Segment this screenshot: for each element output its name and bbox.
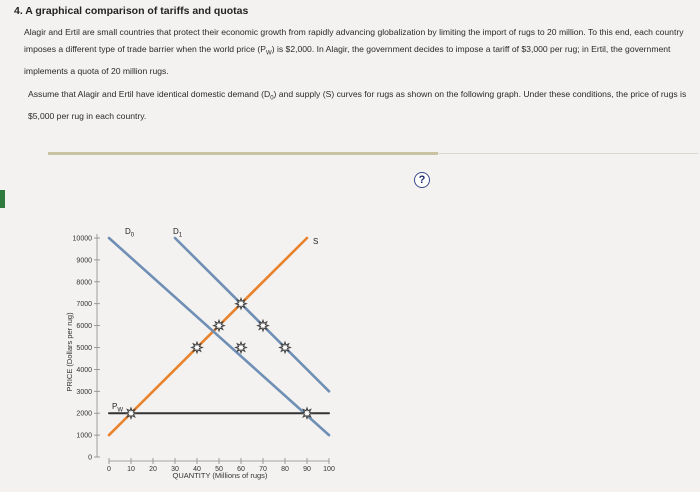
y-tick-label: 1000 [76,432,92,440]
question-heading: 4. A graphical comparison of tariffs and quotas [14,5,249,17]
point-marker-star[interactable] [236,342,246,352]
point-marker-star[interactable] [280,342,290,352]
y-tick-label: 4000 [76,366,92,374]
curve-s [109,238,307,435]
curve-d0 [109,238,329,435]
label-pw: $P_W$ [112,402,124,414]
x-tick-label: 60 [237,466,245,473]
y-tick-label: 9000 [76,257,92,265]
y-tick-label: 8000 [76,279,92,287]
x-tick-label: 70 [259,466,267,473]
x-tick-label: 80 [281,466,289,473]
point-marker-star[interactable] [236,299,246,309]
label-d1: $D_1$ [173,227,183,239]
problem-paragraph-1: Alagir and Ertil are small countries that protect their economic growth from rapidly advancing globalization by limiting the import of rugs to 20 million. To this end, each country imposes a different type of trade barrier when the world price $(P_W)$ is $2,000. In Alagir, the government decides to impose a tariff of $3,000 per rug; in Ertil, the government implements a quota of 20 million rugs. [24,27,684,76]
chart-axes [73,234,335,473]
point-marker-star[interactable] [258,320,268,330]
y-tick-label: 3000 [76,388,92,396]
point-marker-star[interactable] [192,342,202,352]
point-marker-star[interactable] [126,408,136,418]
label-d0: $D_0$ [125,227,135,239]
label-s: S [313,237,319,246]
x-tick-label: 90 [303,466,311,473]
point-marker-star[interactable] [302,408,312,418]
x-tick-label: 30 [171,466,179,473]
point-marker-star[interactable] [214,320,224,330]
y-axis-title: PRICE (Dollars per rug) [65,312,74,392]
chart-markers[interactable] [126,299,312,419]
x-tick-label: 50 [215,466,223,473]
y-tick-label: 5000 [76,345,92,352]
x-axis-title: QUANTITY (Millions of rugs) [172,471,268,480]
x-tick-label: 40 [193,466,201,473]
x-tick-label: 0 [107,466,111,473]
y-tick-label: 7000 [76,301,92,309]
problem-paragraph-2: Assume that Alagir and Ertil have identical domestic demand $(D_0)$ and supply (S) curves for rugs as shown on the following graph. Under these conditions, the price of rugs is $5,000 per rug in each country. [28,89,687,121]
y-tick-label: 2000 [76,410,92,418]
help-icon[interactable]: ? [414,172,430,188]
curve-d1 [175,238,329,391]
x-tick-label: 20 [149,466,157,473]
y-tick-label: 0 [88,454,92,462]
y-tick-label: 6000 [76,323,92,331]
y-tick-label: 10000 [72,235,92,243]
x-tick-label: 10 [127,466,135,473]
x-tick-label: 100 [323,466,335,473]
